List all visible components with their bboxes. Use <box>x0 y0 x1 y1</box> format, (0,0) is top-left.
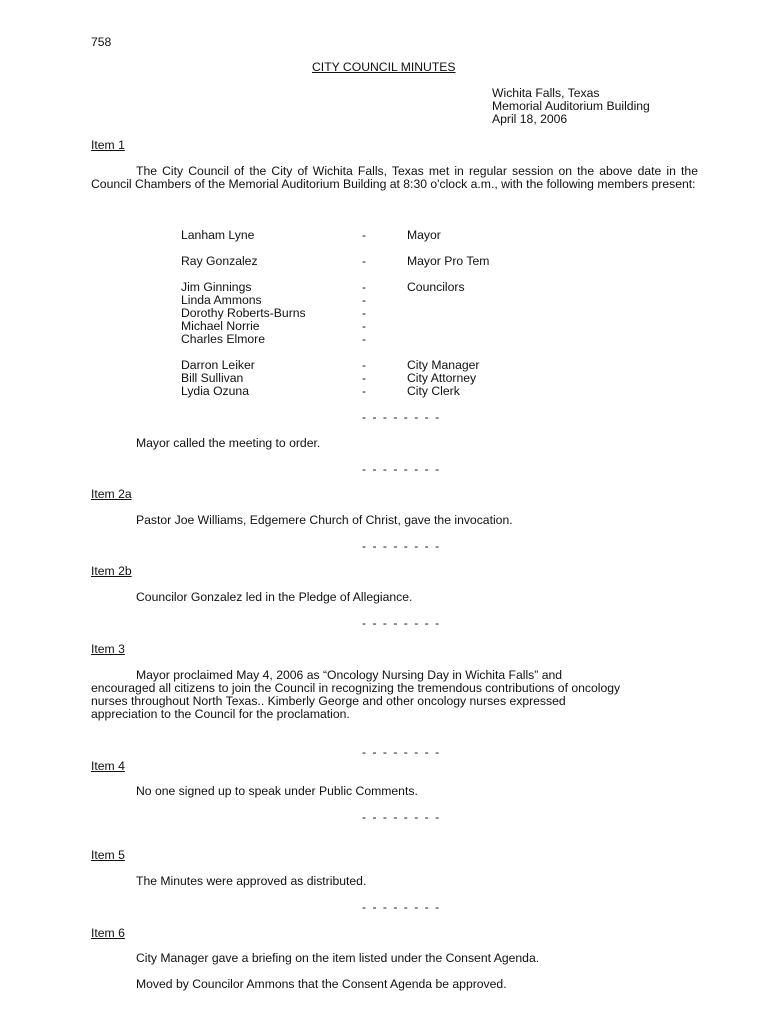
header-date: April 18, 2006 <box>492 112 568 126</box>
member-title: Mayor Pro Tem <box>407 254 490 268</box>
item-4-label: Item 4 <box>91 759 125 773</box>
separator: - - - - - - - - <box>362 745 441 759</box>
call-to-order-text: Mayor called the meeting to order. <box>136 436 321 450</box>
member-dash: - <box>362 319 367 333</box>
member-dash: - <box>362 358 367 372</box>
member-dash: - <box>362 280 367 294</box>
member-dash: - <box>362 332 367 346</box>
member-dash: - <box>362 228 367 242</box>
staff-titles <box>407 359 479 398</box>
item-1-label: Item 1 <box>91 138 125 152</box>
item-3-line: Mayor proclaimed May 4, 2006 as “Oncology Nursing Day in Wichita Falls” and <box>136 668 563 682</box>
item-6-label: Item 6 <box>91 926 125 940</box>
member-name: Lydia Ozuna <box>181 384 249 398</box>
member-dash: - <box>362 254 367 268</box>
member-dash: - <box>362 306 367 320</box>
member-name: Charles Elmore <box>181 332 265 346</box>
header-building: Memorial Auditorium Building <box>492 99 650 113</box>
item-3-line: nurses throughout North Texas.. Kimberly George and other oncology nurses expressed <box>91 694 566 708</box>
item-2a-label: Item 2a <box>91 487 132 501</box>
item-1-text: The City Council of the City of Wichita Falls, Texas met in regular session on the above date in the Council Chambers of the Memorial Auditorium Building at 8:30 o'clock a.m., with the following members present: <box>91 164 698 191</box>
separator: - - - - - - - - <box>362 462 441 476</box>
member-name: Dorothy Roberts-Burns <box>181 306 306 320</box>
item-6-text-2: Moved by Councilor Ammons that the Consent Agenda be approved. <box>136 977 507 991</box>
member-title: City Attorney <box>407 371 477 385</box>
separator: - - - - - - - - <box>362 410 441 424</box>
member-dash: - <box>362 384 367 398</box>
item-3-line: appreciation to the Council for the proclamation. <box>91 707 350 721</box>
separator: - - - - - - - - <box>362 616 441 630</box>
separator: - - - - - - - - <box>362 539 441 553</box>
councilor-dashes <box>362 281 366 346</box>
item-6-text: City Manager gave a briefing on the item listed under the Consent Agenda. <box>136 951 540 965</box>
member-name: Michael Norrie <box>181 319 260 333</box>
item-2a-text: Pastor Joe Williams, Edgemere Church of Christ, gave the invocation. <box>136 513 513 527</box>
item-3-text <box>91 669 620 721</box>
member-title: Councilors <box>407 280 465 294</box>
councilor-names <box>181 281 306 346</box>
member-dash: - <box>362 371 367 385</box>
separator: - - - - - - - - <box>362 810 441 824</box>
separator: - - - - - - - - <box>362 900 441 914</box>
member-name: Ray Gonzalez <box>181 254 258 268</box>
header-city: Wichita Falls, Texas <box>492 86 600 100</box>
header-block <box>492 87 650 126</box>
member-title: City Clerk <box>407 384 460 398</box>
member-title: City Manager <box>407 358 480 372</box>
member-name: Jim Ginnings <box>181 280 252 294</box>
member-name: Darron Leiker <box>181 358 255 372</box>
page-number: 758 <box>91 35 112 49</box>
member-name: Bill Sullivan <box>181 371 244 385</box>
item-3-label: Item 3 <box>91 642 125 656</box>
member-title: Mayor <box>407 228 441 242</box>
item-3-line: encouraged all citizens to join the Council in recognizing the tremendous contributions of oncology <box>91 681 621 695</box>
document-title: CITY COUNCIL MINUTES <box>312 60 456 74</box>
item-2b-text: Councilor Gonzalez led in the Pledge of Allegiance. <box>136 590 413 604</box>
item-5-text: The Minutes were approved as distributed. <box>136 874 367 888</box>
member-name: Lanham Lyne <box>181 228 255 242</box>
member-name: Linda Ammons <box>181 293 262 307</box>
staff-dashes <box>362 359 366 398</box>
member-dash: - <box>362 293 367 307</box>
item-5-label: Item 5 <box>91 848 125 862</box>
staff-names <box>181 359 255 398</box>
item-4-text: No one signed up to speak under Public Comments. <box>136 784 418 798</box>
item-2b-label: Item 2b <box>91 564 132 578</box>
